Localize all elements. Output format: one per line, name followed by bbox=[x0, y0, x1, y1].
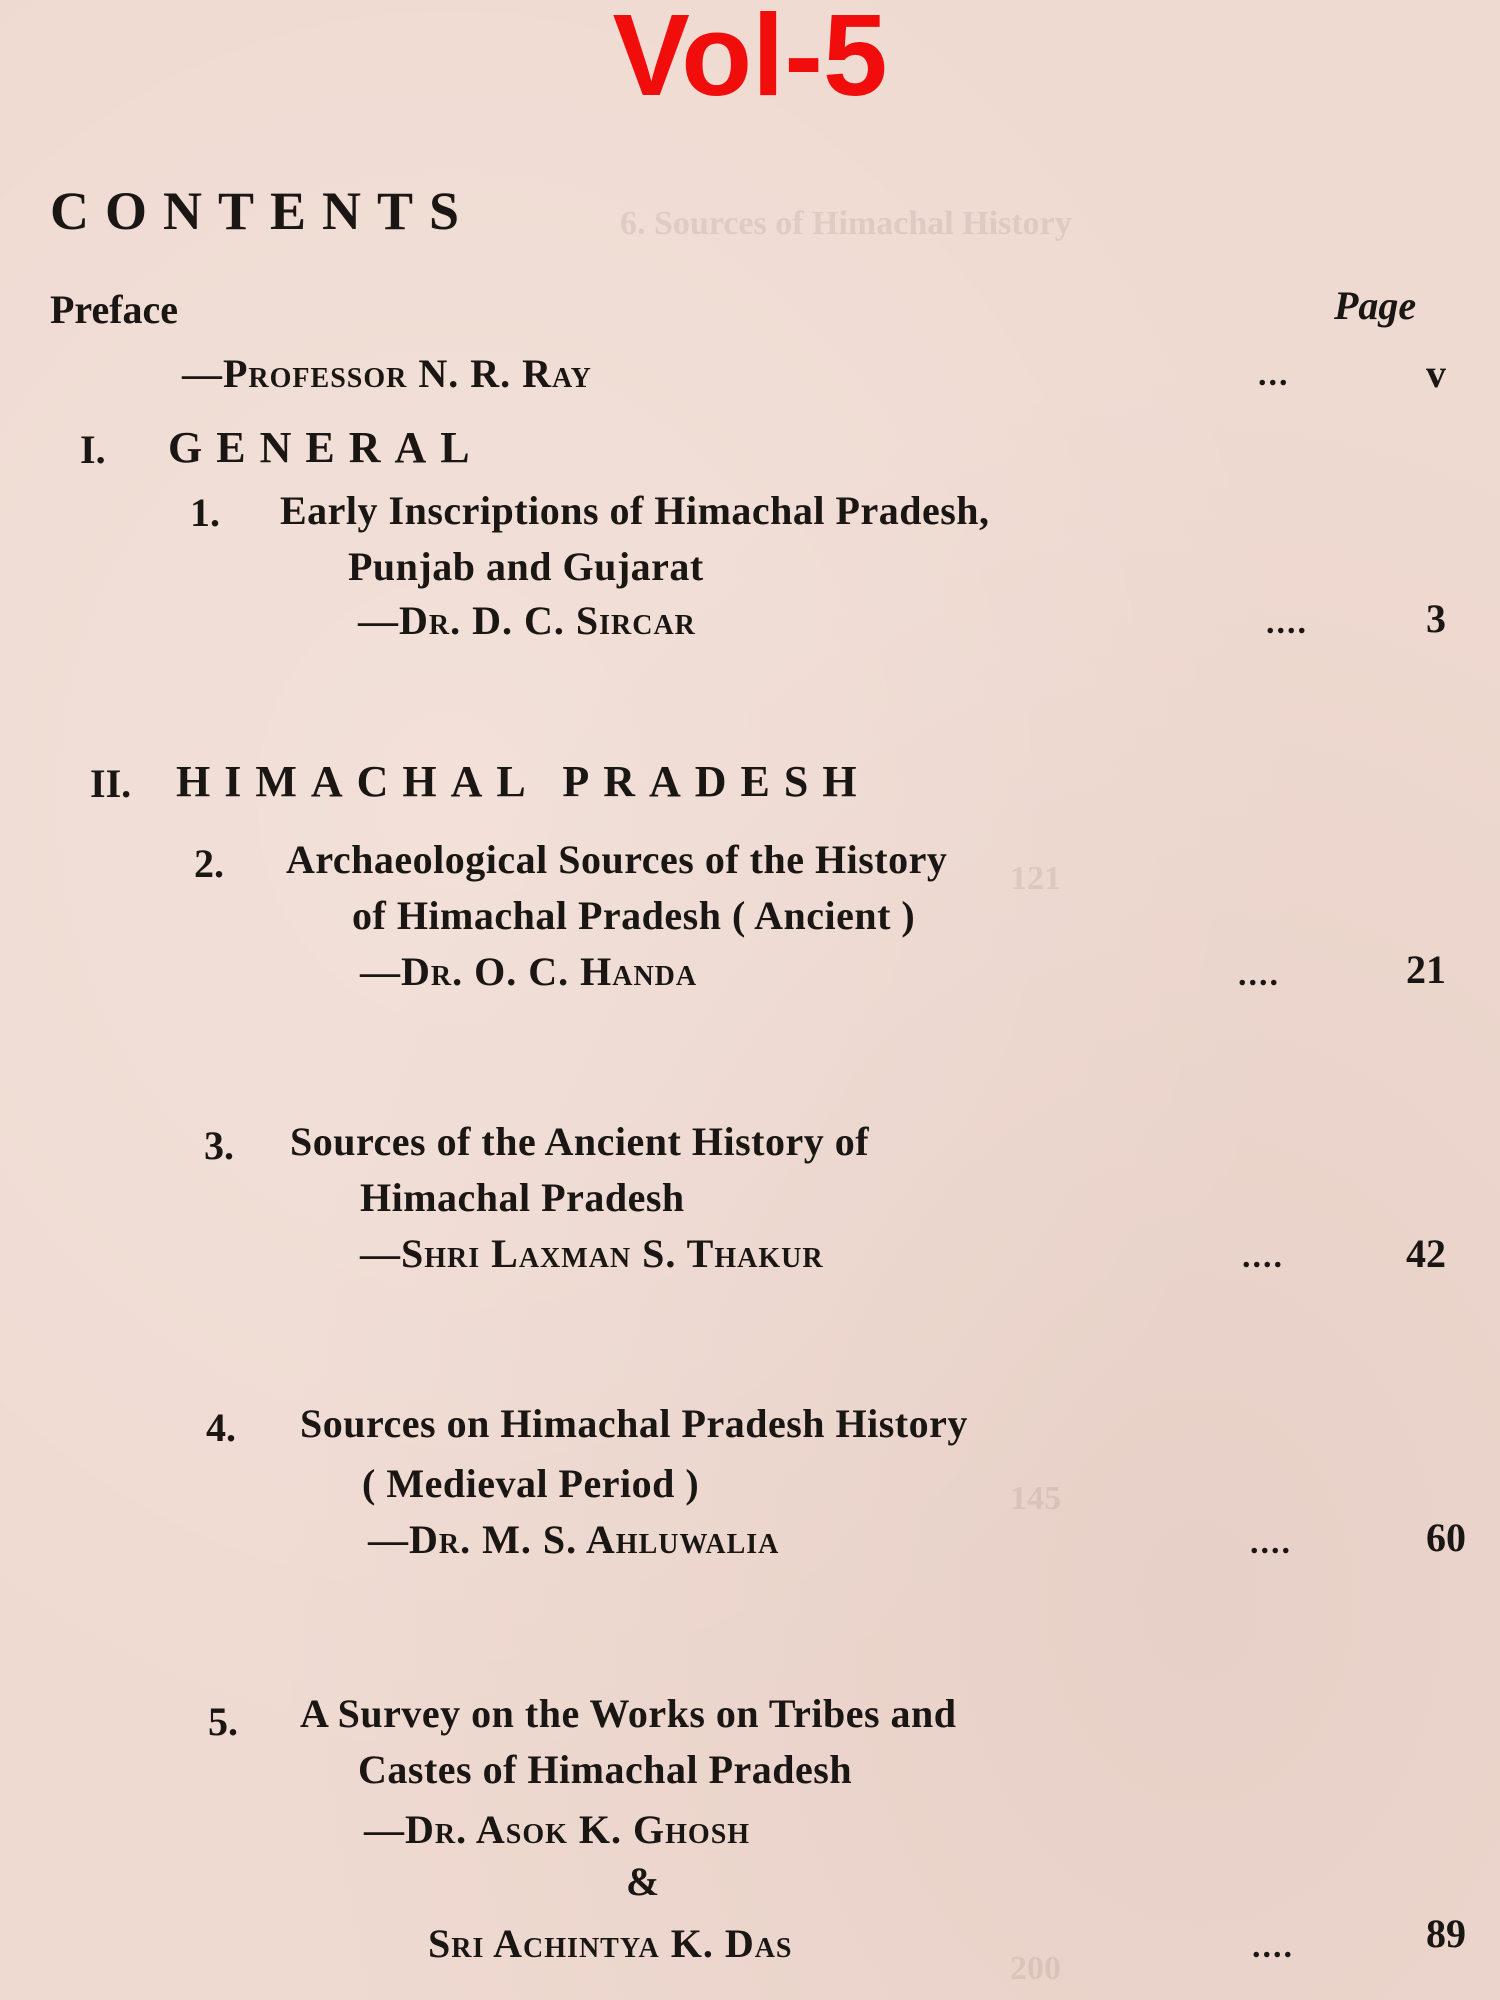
page-number: 60 bbox=[1426, 1515, 1466, 1560]
entry-title-line: Castes of Himachal Pradesh bbox=[358, 1747, 853, 1792]
entry-title-line: Archaeological Sources of the History bbox=[286, 837, 948, 882]
contents-heading: CONTENTS bbox=[50, 181, 476, 241]
section-title: HIMACHAL PRADESH bbox=[176, 757, 871, 806]
show-through-text: 121 bbox=[1010, 860, 1061, 897]
entry-title-line: A Survey on the Works on Tribes and bbox=[300, 1691, 957, 1736]
entry-author: —Dr. D. C. Sircar bbox=[358, 598, 696, 643]
entry-author: —Dr. O. C. Handa bbox=[360, 949, 698, 994]
entry-title-line: of Himachal Pradesh ( Ancient ) bbox=[352, 893, 916, 938]
entry-title-line: Punjab and Gujarat bbox=[348, 544, 704, 589]
entry-title-line: ( Medieval Period ) bbox=[362, 1461, 700, 1506]
entry-author-ampersand: & bbox=[626, 1859, 661, 1904]
entry-author: —Dr. M. S. Ahluwalia bbox=[368, 1517, 780, 1562]
leader-dots: .... bbox=[1242, 1238, 1284, 1275]
section-numeral: II. bbox=[90, 761, 132, 806]
page-number: 89 bbox=[1426, 1911, 1466, 1956]
page-number: 3 bbox=[1426, 596, 1446, 641]
leader-dots: .... bbox=[1266, 604, 1308, 641]
page-number: 42 bbox=[1406, 1231, 1446, 1276]
page-number: 21 bbox=[1406, 947, 1446, 992]
page-number: v bbox=[1426, 351, 1446, 396]
leader-dots: .... bbox=[1250, 1524, 1292, 1561]
entry-number: 2. bbox=[194, 841, 224, 886]
leader-dots: .... bbox=[1238, 956, 1280, 993]
section-title: GENERAL bbox=[168, 423, 484, 472]
preface-label: Preface bbox=[50, 287, 179, 332]
preface-author: —Professor N. R. Ray bbox=[182, 351, 592, 396]
show-through-text: 145 bbox=[1010, 1480, 1061, 1517]
entry-title-line: Himachal Pradesh bbox=[360, 1175, 685, 1220]
section-numeral: I. bbox=[80, 427, 106, 472]
entry-number: 5. bbox=[208, 1699, 238, 1744]
show-through-text: 6. Sources of Himachal History bbox=[620, 205, 1072, 242]
entry-title-line: Early Inscriptions of Himachal Pradesh, bbox=[280, 488, 990, 533]
entry-title-line: Sources of the Ancient History of bbox=[290, 1119, 870, 1164]
show-through-text: 200 bbox=[1010, 1950, 1061, 1987]
entry-number: 4. bbox=[206, 1405, 236, 1450]
entry-number: 3. bbox=[204, 1123, 234, 1168]
entry-title-line: Sources on Himachal Pradesh History bbox=[300, 1401, 968, 1446]
entry-author: —Shri Laxman S. Thakur bbox=[360, 1231, 824, 1276]
entry-author: —Dr. Asok K. Ghosh bbox=[364, 1807, 751, 1852]
leader-dots: .... bbox=[1252, 1928, 1294, 1965]
volume-label: Vol-5 bbox=[612, 0, 888, 120]
entry-author: Sri Achintya K. Das bbox=[428, 1921, 793, 1966]
leader-dots: ... bbox=[1258, 356, 1290, 393]
page-column-heading: Page bbox=[1334, 283, 1417, 328]
entry-number: 1. bbox=[190, 490, 220, 535]
